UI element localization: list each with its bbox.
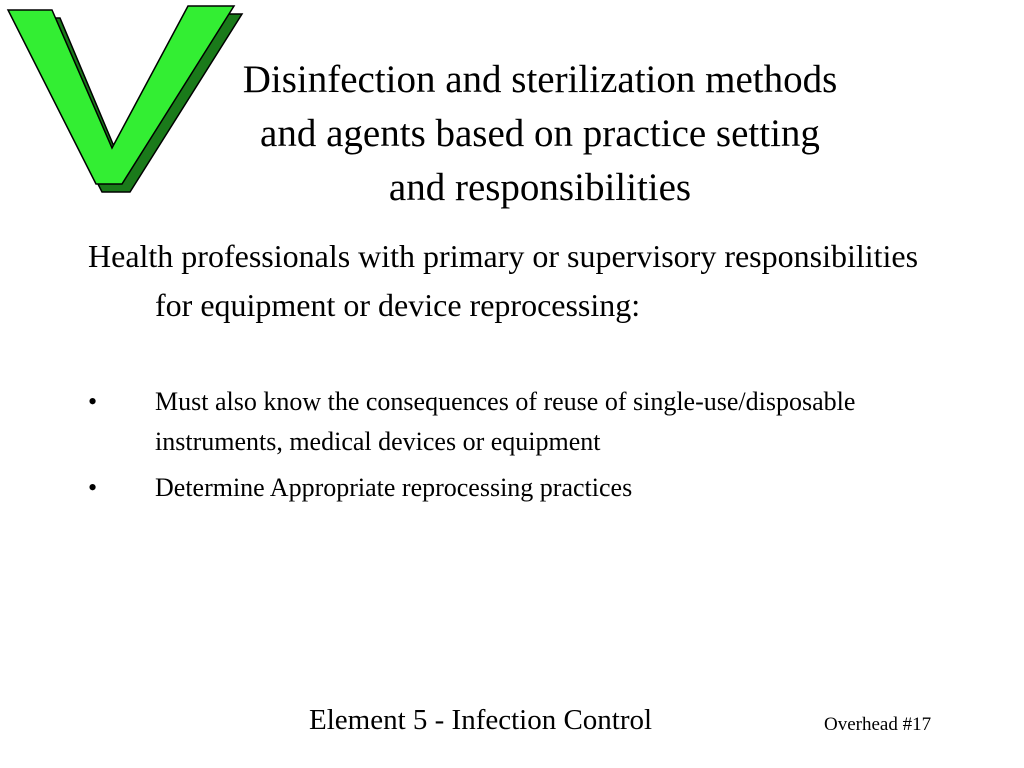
list-item: [88, 468, 898, 508]
slide-title: [180, 53, 900, 215]
title-line-1: Disinfection and sterilization methods: [242, 58, 838, 101]
bullet-text: Must also know the consequences of reuse of single-use/disposable instruments, medical devices or equipment: [155, 387, 856, 456]
intro-paragraph: Health professionals with primary or supervisory responsibilities for equipment or device reprocessing:: [88, 238, 919, 323]
bullet-marker: •: [88, 387, 98, 416]
bullet-text: Determine Appropriate reprocessing practices: [155, 473, 633, 502]
bullet-marker: •: [88, 473, 98, 502]
footer-overhead-number: Overhead #17: [824, 714, 932, 735]
bullet-list: [88, 382, 898, 514]
footer-title: Element 5 - Infection Control: [309, 704, 653, 736]
list-item: [88, 382, 898, 462]
title-line-2: and agents based on practice setting: [260, 112, 820, 155]
title-line-3: and responsibilities: [388, 166, 692, 209]
